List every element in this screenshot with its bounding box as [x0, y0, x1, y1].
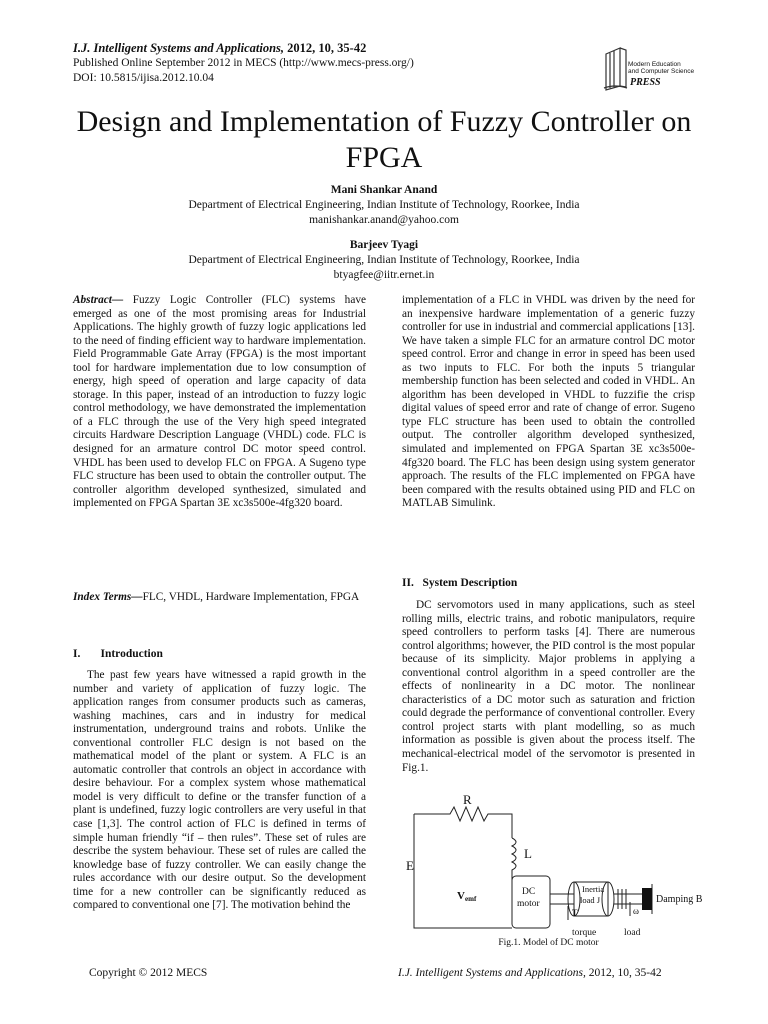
intro-paragraph: The past few years have witnessed a rapid growth in the number and variety of application of fuzzy logic. The application ranges from consumer products such as cameras, washing machines, cars and in industry for medical instrumentation, underground trains and robots. Unlike the conventional controller FLC design is not based on the mathematical model of the plant or system. A FLC is an automatic controller that controls an object in accordance with desire behaviour. For a complex system whose mathematical model is very difficult to define or the transfer function of a plant is undefined, fuzzy logic controllers are very useful in that case [1,3]. The control action of FLC is defined in terms of simple human friendly “if – then rules”. These set of rules are describe the system behaviour. These set of rules are called the knowledge base of fuzzy controller. We can easily change the rules accordance with our desire output. So the development time for a new controller can be significantly reduced as compared to conventional one [7]. The motivation behind the — [73, 669, 366, 912]
abstract-label: Abstract— — [73, 294, 124, 306]
journal-name: I.J. Intelligent Systems and Applications, — [73, 41, 285, 55]
figure-dc-motor — [402, 794, 702, 954]
label-motor: motor — [517, 899, 540, 909]
doi-line: DOI: 10.5815/ijisa.2012.10.04 — [73, 72, 214, 84]
figure-caption: Fig.1. Model of DC motor — [498, 938, 599, 948]
paper-title: Design and Implementation of Fuzzy Controller on FPGA — [76, 105, 692, 174]
label-load: load — [624, 928, 641, 938]
label-R: R — [463, 794, 472, 807]
journal-header — [73, 41, 366, 56]
label-Vemf: V — [457, 890, 465, 902]
dc-motor-diagram — [402, 794, 702, 954]
index-terms-label: Index Terms— — [73, 591, 143, 603]
label-Vemf-sub: emf — [465, 895, 477, 903]
footer-journal — [398, 967, 662, 979]
section-heading-intro: I. Introduction — [73, 648, 163, 660]
index-terms-text: FLC, VHDL, Hardware Implementation, FPGA — [142, 591, 360, 603]
author-email: btyagfee@iitr.ernet.in — [333, 269, 435, 281]
author-name: Mani Shankar Anand — [330, 184, 438, 196]
label-damping: Damping B — [656, 894, 702, 905]
damper-block-icon — [642, 888, 652, 910]
intro-continued-paragraph: implementation of a FLC in VHDL was driven by the need for an inexpensive hardware implementation of a generic fuzzy controller for use in industrial and commercial applications [13]. We have taken a simple FLC for an armature control DC motor speed control. Error and change in error in speed has been used as two inputs to FLC. For both the inputs 5 triangular membership function has been selected and coded in VHDL. An algorithm has been developed in VHDL to fuzzifie the crisp digital values of speed error and rate of change of error. Sugeno type FLC structure has been used to obtain the controlled output. The controller algorithm developed synthesized, simulated and implemented on FPGA Spartan 3E xc3s500e-4fg320 board. The FLC has been design using system generator approach. The results of the FLC implemented on FPGA have been compared with the results obtained using PID and FLC on MATLAB Simulink. — [402, 294, 695, 510]
author-name: Barjeev Tyagi — [349, 239, 419, 251]
logo-line1: Modern Education — [628, 61, 681, 68]
journal-issue: 2012, 10, 35-42 — [284, 41, 367, 55]
author-email: manishankar.anand@yahoo.com — [309, 214, 459, 226]
footer-copyright: Copyright © 2012 MECS — [89, 967, 208, 979]
books-logo-icon — [600, 40, 710, 94]
label-E: E — [406, 858, 414, 873]
intro-text — [73, 669, 366, 913]
section-heading-system: II. System Description — [402, 577, 518, 589]
label-inertia: Inertia — [582, 884, 605, 894]
published-line: Published Online September 2012 in MECS (http://www.mecs-press.org/) — [73, 57, 414, 69]
author-affiliation: Department of Electrical Engineering, Indian Institute of Technology, Roorkee, India — [188, 199, 580, 211]
label-L: L — [524, 846, 532, 861]
publisher-logo — [600, 40, 710, 94]
label-torque: torque — [572, 928, 597, 938]
footer-journal-issue: 2012, 10, 35-42 — [585, 967, 662, 979]
logo-press: PRESS — [630, 77, 661, 88]
system-description-paragraph: DC servomotors used in many applications, such as steel rolling mills, electric trains, and robotic manipulators, require speed controllers to perform tasks [4]. There are numerous control algorithms; however, the PID control is the most popular because of its simplicity. Major problems in applying a conventional control algorithm in a speed controller are the effects of nonlinearity in a DC motor. The nonlinear characteristics of a DC motor such as saturation and friction could degrade the performance of conventional controller. Every control project starts with plant modelling, so as much information as possible is given about the process itself. The mechanical-electrical model of the servomotor is presented in Fig.1. — [402, 599, 695, 774]
footer-journal-name: I.J. Intelligent Systems and Applications, — [398, 967, 586, 979]
author-block-2 — [60, 238, 708, 283]
intro-continued — [402, 294, 695, 511]
logo-line2: and Computer Science — [628, 68, 695, 75]
label-T: T — [572, 908, 578, 918]
label-omega: ω — [633, 906, 639, 916]
abstract — [73, 294, 366, 511]
author-block-1 — [60, 183, 708, 228]
index-terms — [73, 591, 366, 605]
label-load-j: load J — [580, 895, 601, 905]
system-description-text — [402, 599, 695, 775]
author-affiliation: Department of Electrical Engineering, Indian Institute of Technology, Roorkee, India — [188, 254, 580, 266]
abstract-text: Fuzzy Logic Controller (FLC) systems have emerged as one of the most promising areas for Industrial Applications. The highly growth of fuzzy logic applications led to the need of finding efficient way to hardware implementation. Field Programmable Gate Array (FPGA) is the most important tool for hardware implementation due to low consumption of energy, high speed of operation and large capacity of data storage. In this paper, instead of an introduction to fuzzy logic control methodology, we have demonstrated the implementation of a FLC through the use of the Very high speed integrated circuits Hardware Description Language (VHDL) code. FLC is designed for an armature control DC motor speed control. VHDL has been used to develop FLC on FPGA. A Sugeno type FLC structure has been used to obtain the controller output. The controller algorithm developed synthesized, simulated and implemented on FPGA Spartan 3E xc3s500e-4fg320 board. — [73, 294, 366, 510]
label-dc: DC — [522, 887, 536, 897]
